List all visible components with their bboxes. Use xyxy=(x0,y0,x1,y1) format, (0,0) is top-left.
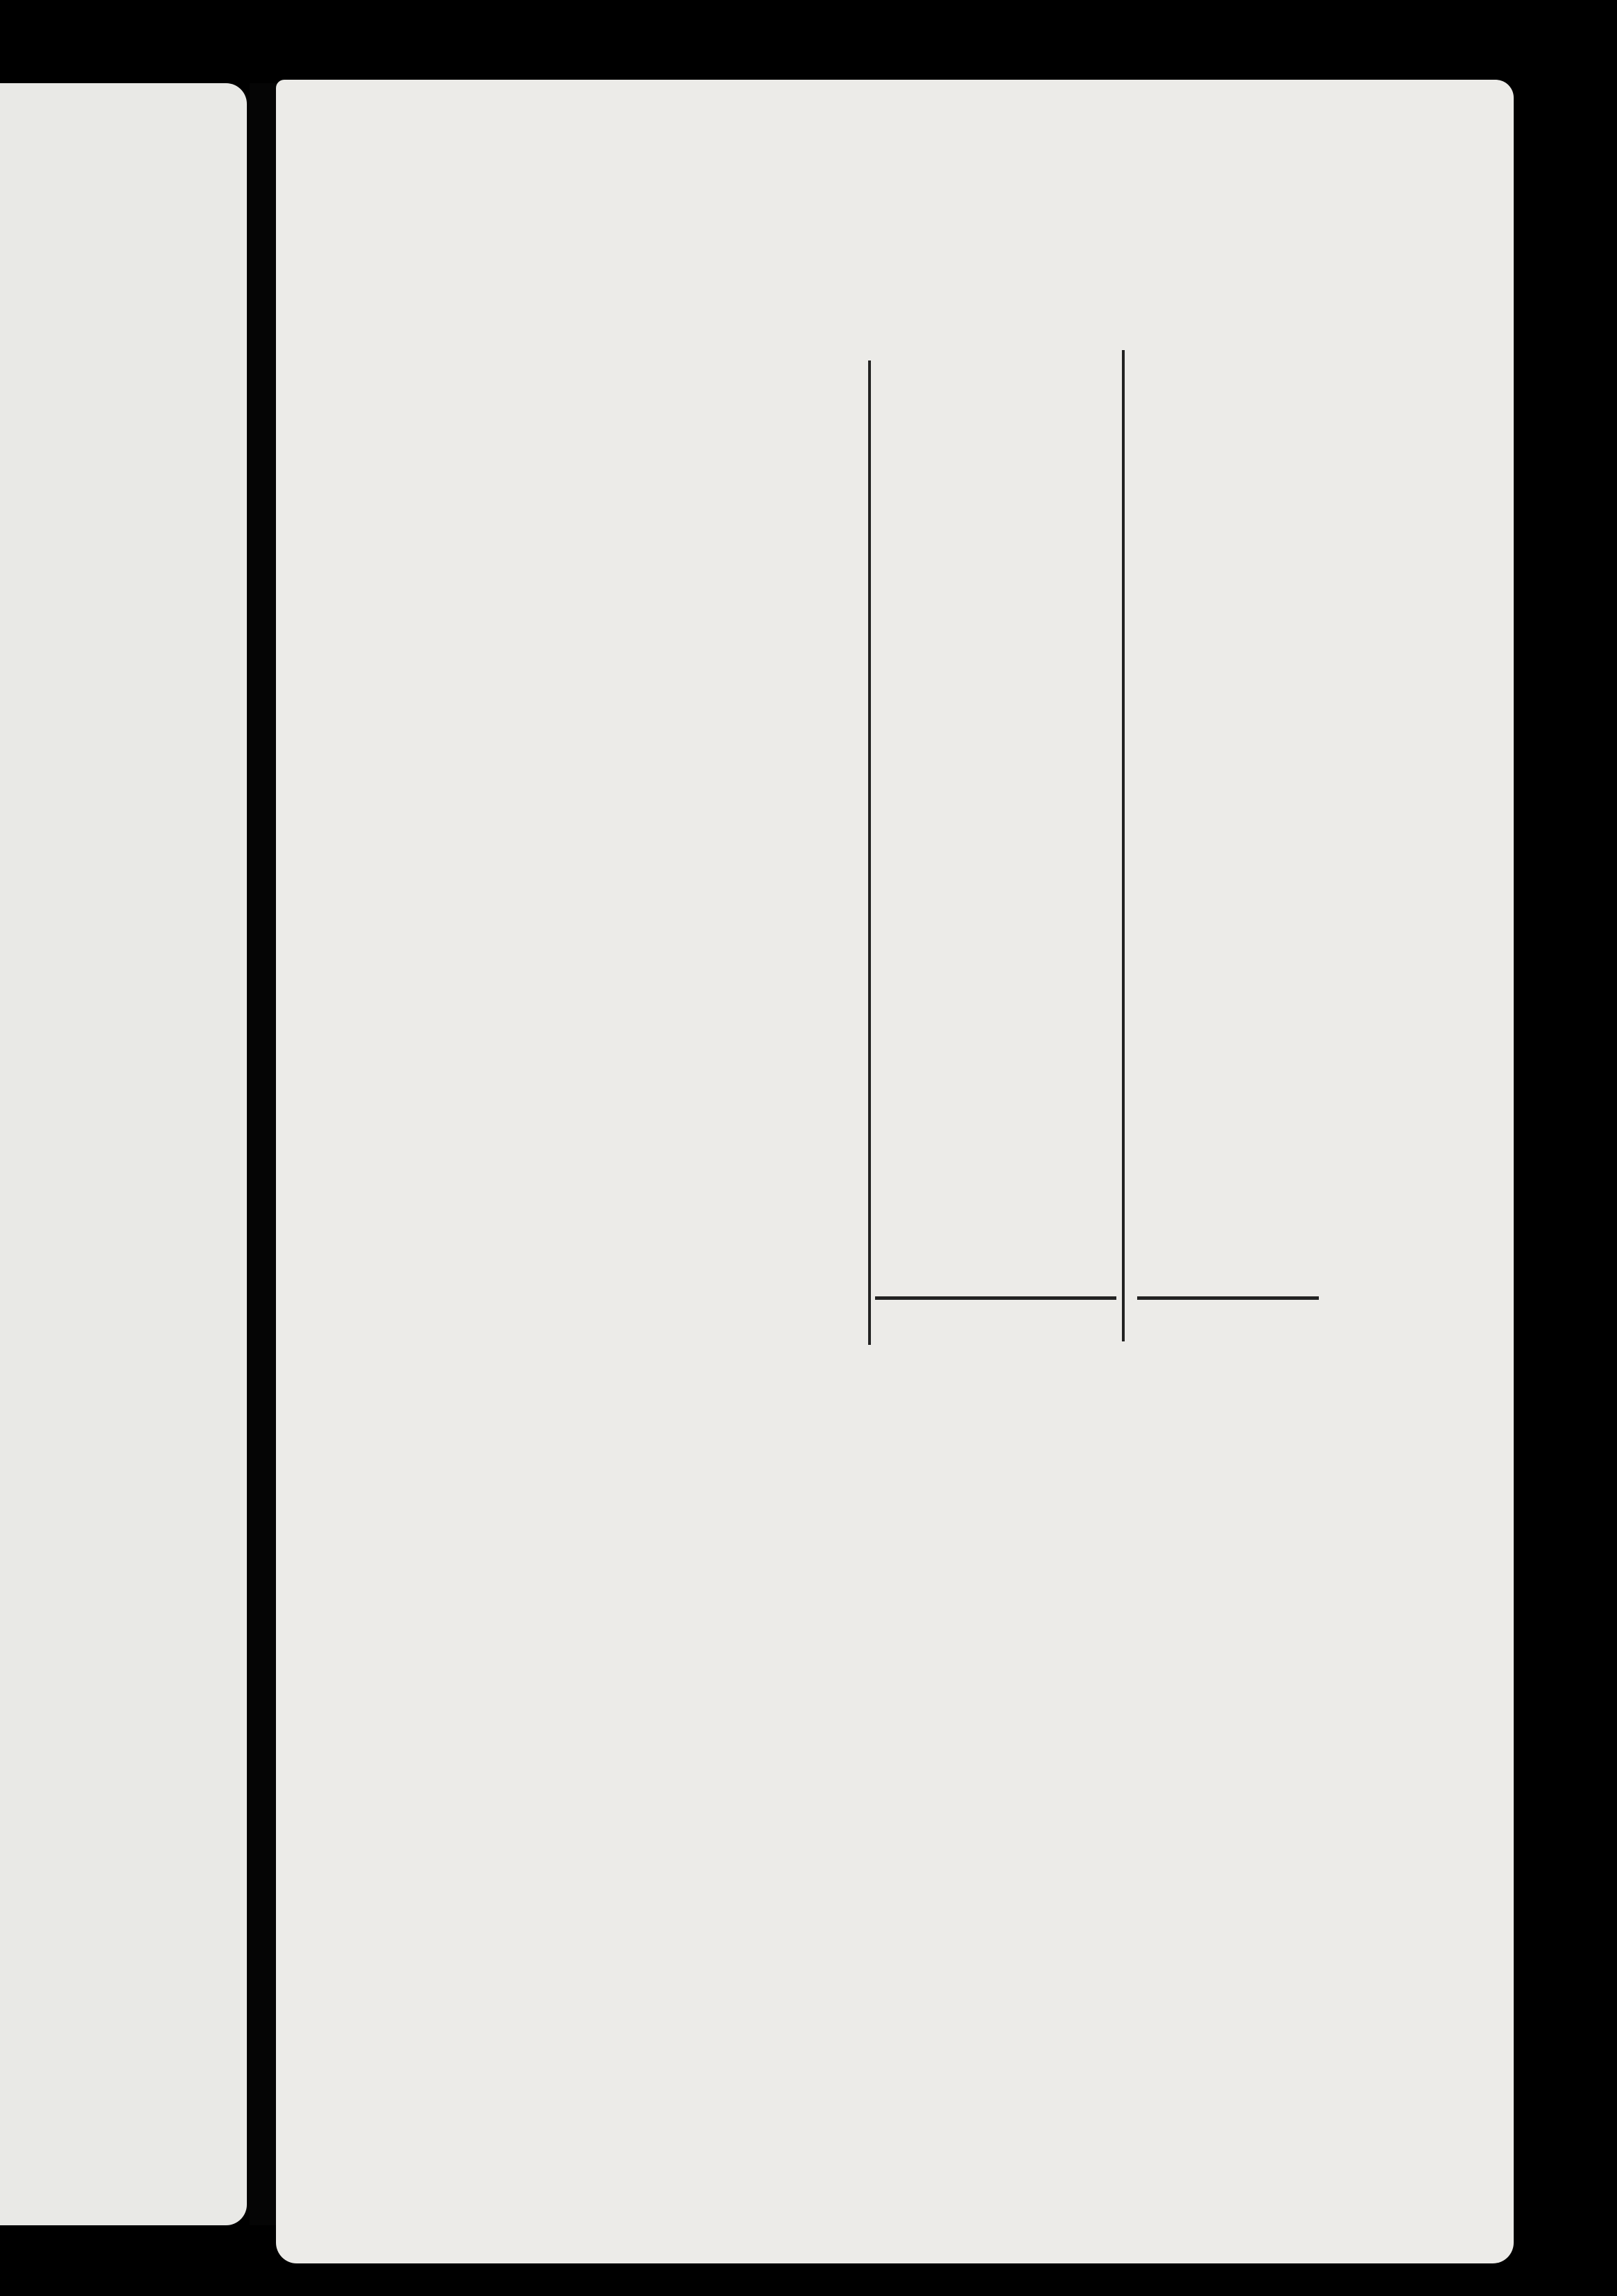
left-page xyxy=(0,83,247,2225)
total-rule-souls xyxy=(1137,1296,1319,1300)
right-page xyxy=(276,80,1514,2263)
book-gutter xyxy=(250,83,277,2225)
total-rule-warriors xyxy=(875,1296,1116,1300)
column-rule-2 xyxy=(1122,350,1125,1341)
column-rule-1 xyxy=(868,360,871,1345)
